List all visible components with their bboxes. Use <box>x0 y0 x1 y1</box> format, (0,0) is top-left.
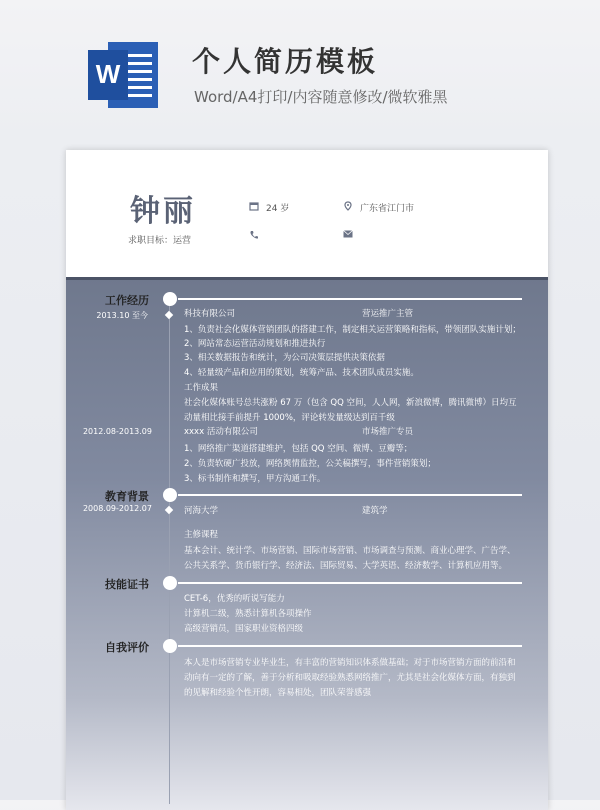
section-title-skills: 技能证书 <box>105 578 149 591</box>
skill-line: CET-6，优秀的听说写能力 <box>184 594 285 604</box>
work1-date: 2013.10 至今 <box>96 311 148 320</box>
section-line <box>178 298 522 300</box>
about-line: 的见解和经验个性开朗，容易相处，团队荣誉感强 <box>184 688 372 698</box>
section-dot <box>163 292 177 306</box>
education-date: 2008.09-2012.07 <box>82 504 152 513</box>
age-info <box>248 201 289 214</box>
skill-line: 计算机二级，熟悉计算机各项操作 <box>184 609 312 619</box>
page-subtitle: Word/A4打印/内容随意修改/微软雅黑 <box>194 88 448 106</box>
section-dot <box>163 639 177 653</box>
education-major: 建筑学 <box>362 506 388 516</box>
section-title-work: 工作经历 <box>105 294 149 307</box>
location-text: 广东省江门市 <box>360 204 415 214</box>
job-target: 求职目标：运营 <box>128 236 192 246</box>
work2-line: 1、网络推广渠道搭建维护，包括 QQ 空间、微博、豆瓣等； <box>184 444 413 454</box>
phone-info <box>248 230 260 243</box>
skill-line: 高级营销员，国家职业资格四级 <box>184 624 304 634</box>
work1-line: 工作成果 <box>184 383 219 393</box>
education-school: 河海大学 <box>184 506 219 516</box>
section-line <box>178 494 522 496</box>
email-icon <box>342 230 354 241</box>
work1-line: 1、负责社会化媒体营销团队的搭建工作，制定相关运营策略和指标，带领团队实施计划； <box>184 325 521 335</box>
work1-line: 社会化媒体账号总共涨粉 67 万（包含 QQ 空间，人人网，新浪微博，腾讯微博）日均互 <box>184 398 517 408</box>
timeline-line <box>169 304 170 804</box>
work1-line: 2、网站常态运营活动规划和推进执行 <box>184 339 326 349</box>
page-title: 个人简历模板 <box>192 45 379 78</box>
work2-line: 2、负责软硬广投放，网络舆情监控，公关稿撰写，事件营销策划； <box>184 459 436 469</box>
work1-position: 营运推广主管 <box>362 309 414 319</box>
location-info <box>342 201 414 214</box>
email-info <box>342 230 354 241</box>
section-line <box>178 582 522 584</box>
section-line <box>178 645 522 647</box>
work2-company: xxxx 活动有限公司 <box>184 427 258 437</box>
section-dot <box>163 488 177 502</box>
section-dot <box>163 576 177 590</box>
education-line: 基本会计、统计学、市场营销、国际市场营销、市场调查与预测、商业心理学、广告学、 <box>184 546 516 556</box>
work1-line: 3、相关数据报告和统计，为公司决策层提供决策依据 <box>184 353 385 363</box>
work2-date: 2012.08-2013.09 <box>82 427 152 436</box>
section-title-education: 教育背景 <box>105 490 149 503</box>
age-text: 24 岁 <box>266 204 290 214</box>
section-title-about: 自我评价 <box>105 641 149 654</box>
word-app-icon <box>88 40 160 110</box>
location-icon <box>342 201 354 214</box>
work2-line: 3、标书制作和撰写，甲方沟通工作。 <box>184 474 326 484</box>
word-icon-letter: W <box>95 59 121 89</box>
work1-line: 动量相比接手前提升 1000%，评论转发量级达到百千级 <box>184 413 395 423</box>
work1-line: 4、轻量级产品和应用的策划，统筹产品、技术团队成员实施。 <box>184 368 419 378</box>
work1-company: 科技有限公司 <box>184 309 236 319</box>
work2-position: 市场推广专员 <box>362 427 414 437</box>
about-line: 本人是市场营销专业毕业生，有丰富的营销知识体系做基础；对于市场营销方面的前沿和 <box>184 658 516 668</box>
education-line: 主修课程 <box>184 530 219 540</box>
phone-icon <box>248 230 260 243</box>
education-line: 公共关系学、货币银行学、经济法、国际贸易、大学英语、经济数学、计算机应用等。 <box>184 561 508 571</box>
candidate-name: 钟丽 <box>130 194 196 229</box>
calendar-icon <box>248 201 260 214</box>
resume-sheet <box>66 150 548 810</box>
header-divider <box>66 277 548 280</box>
about-line: 动向有一定的了解，善于分析和吸取经验熟悉网络推广，尤其是社会化媒体方面，有独到 <box>184 673 516 683</box>
